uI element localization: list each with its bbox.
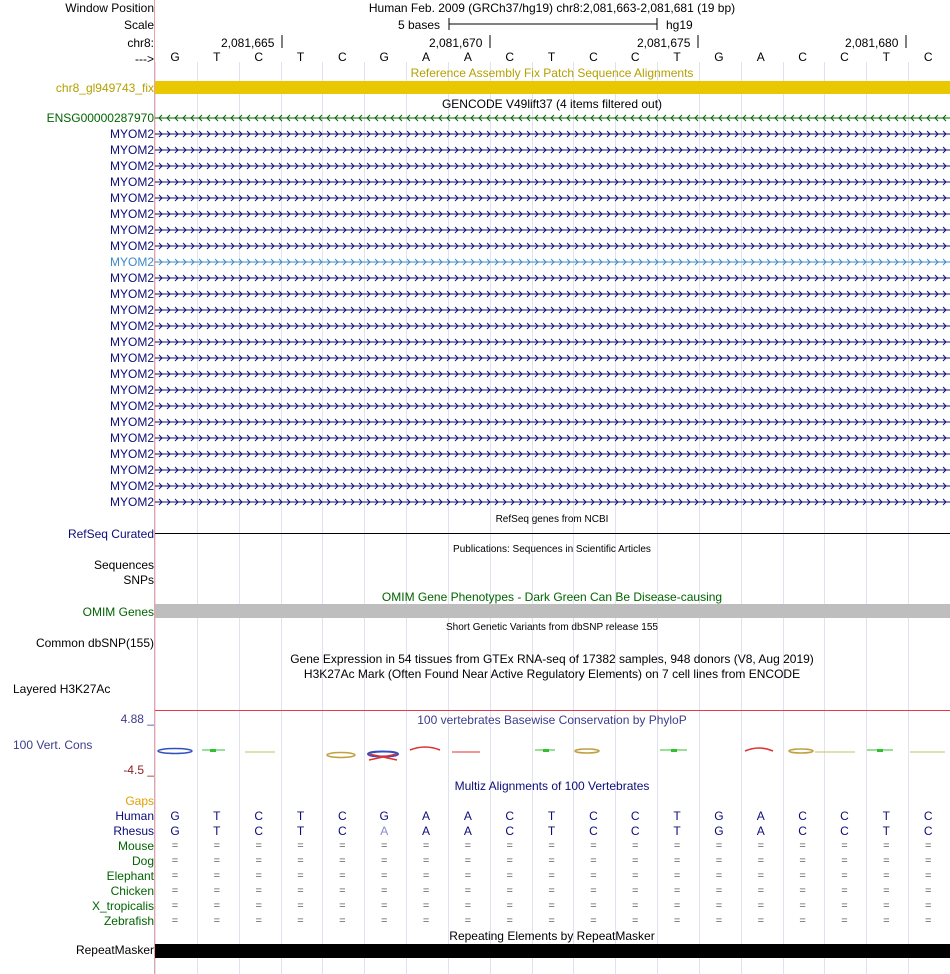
h3k27ac-item-label[interactable]: Layered H3K27Ac bbox=[13, 682, 111, 696]
alignment-base: A bbox=[422, 809, 431, 823]
chrom-label: chr8: bbox=[127, 36, 154, 50]
alignment-base: = bbox=[380, 915, 388, 927]
alignment-base: = bbox=[422, 840, 430, 852]
alignment-base: = bbox=[590, 915, 597, 927]
alignment-base: = bbox=[799, 840, 806, 852]
gencode-item-label[interactable]: MYOM2 bbox=[109, 191, 154, 205]
alignment-base: = bbox=[506, 840, 513, 852]
reference-base: T bbox=[882, 50, 890, 64]
alignment-base: = bbox=[590, 840, 597, 852]
phylop-track-title[interactable]: 100 vertebrates Basewise Conservation by PhyloP bbox=[417, 713, 687, 727]
alignment-base: = bbox=[799, 855, 806, 867]
gencode-item-label[interactable]: MYOM2 bbox=[109, 495, 154, 509]
alignment-base: = bbox=[380, 855, 388, 867]
gencode-item-label[interactable]: MYOM2 bbox=[109, 127, 154, 141]
coord-label-4: 2,081,680 bbox=[845, 36, 899, 50]
alignment-base: = bbox=[548, 900, 555, 912]
gencode-item-label[interactable]: MYOM2 bbox=[109, 143, 154, 157]
alignment-base: = bbox=[548, 915, 555, 927]
alignment-base: = bbox=[757, 915, 764, 927]
alignment-base: A bbox=[756, 824, 765, 838]
dbsnp-item-label[interactable]: Common dbSNP(155) bbox=[35, 636, 154, 650]
gencode-item-label[interactable]: MYOM2 bbox=[109, 175, 154, 189]
alignment-base: = bbox=[841, 855, 848, 867]
alignment-base: = bbox=[757, 840, 764, 852]
alignment-base: = bbox=[924, 900, 932, 912]
alignment-base: = bbox=[757, 855, 764, 867]
reference-base: G bbox=[170, 50, 180, 64]
alignment-base: C bbox=[840, 809, 849, 823]
gencode-item-label[interactable]: MYOM2 bbox=[109, 319, 154, 333]
alignment-base: = bbox=[715, 840, 723, 852]
reference-base: T bbox=[547, 50, 556, 64]
species-label[interactable]: Zebrafish bbox=[103, 914, 154, 928]
alignment-base: = bbox=[213, 900, 221, 912]
reference-base: C bbox=[630, 50, 640, 64]
alignment-base: = bbox=[255, 900, 262, 912]
strand-label: ---> bbox=[135, 52, 154, 66]
alignment-base: G bbox=[170, 809, 180, 823]
alignment-base: G bbox=[714, 824, 724, 838]
alignment-base: T bbox=[296, 809, 305, 823]
alignment-base: = bbox=[924, 855, 932, 867]
gtex-track-title[interactable]: Gene Expression in 54 tissues from GTEx RNA-seq of 17382 samples, 948 donors (V8, Aug 2019) bbox=[290, 652, 814, 666]
alignment-base: = bbox=[171, 840, 179, 852]
gencode-item-label[interactable]: MYOM2 bbox=[109, 207, 154, 221]
gencode-item-label[interactable]: MYOM2 bbox=[109, 223, 154, 237]
gencode-track-title[interactable]: GENCODE V49lift37 (4 items filtered out) bbox=[441, 97, 663, 111]
scale-bases-text: 5 bases bbox=[398, 18, 441, 32]
alignment-base: = bbox=[883, 855, 890, 867]
gencode-first-item-label[interactable]: ENSG00000287970 bbox=[46, 111, 154, 125]
coord-label-2: 2,081,670 bbox=[429, 36, 483, 50]
alignment-base: = bbox=[422, 915, 430, 927]
alignment-base: C bbox=[923, 809, 933, 823]
alignment-base: = bbox=[171, 915, 179, 927]
alignment-base: = bbox=[883, 840, 890, 852]
alignment-base: = bbox=[632, 840, 639, 852]
publications-snps-label[interactable]: SNPs bbox=[123, 573, 154, 587]
alignment-base: = bbox=[590, 855, 597, 867]
publications-sequences-label[interactable]: Sequences bbox=[93, 558, 154, 572]
alignment-base: = bbox=[841, 870, 848, 882]
alignment-base: = bbox=[715, 870, 723, 882]
alignment-base: = bbox=[297, 840, 304, 852]
gencode-item-label[interactable]: MYOM2 bbox=[109, 383, 154, 397]
alignment-base: = bbox=[757, 870, 764, 882]
gencode-item-label[interactable]: MYOM2 bbox=[109, 303, 154, 317]
alignment-base: = bbox=[924, 840, 932, 852]
alignment-base: A bbox=[422, 824, 431, 838]
alignment-base: = bbox=[632, 885, 639, 897]
alignment-base: = bbox=[590, 900, 597, 912]
gencode-item-label[interactable]: MYOM2 bbox=[109, 399, 154, 413]
alignment-base: = bbox=[297, 915, 304, 927]
alignment-base: = bbox=[673, 870, 681, 882]
fix-patch-item-label[interactable]: chr8_gl949743_fix bbox=[55, 81, 154, 95]
alignment-base: = bbox=[339, 885, 346, 897]
alignment-base: = bbox=[590, 870, 597, 882]
alignment-base: = bbox=[715, 855, 723, 867]
alignment-base: = bbox=[632, 900, 639, 912]
alignment-base: = bbox=[464, 870, 472, 882]
alignment-base: = bbox=[213, 915, 221, 927]
alignment-base: = bbox=[506, 855, 513, 867]
gencode-item-label[interactable]: MYOM2 bbox=[109, 159, 154, 173]
alignment-base: = bbox=[213, 885, 221, 897]
gencode-item-label[interactable]: MYOM2 bbox=[109, 463, 154, 477]
window-position-label: Window Position bbox=[65, 1, 154, 15]
alignment-base: = bbox=[506, 915, 513, 927]
alignment-base: = bbox=[255, 840, 262, 852]
alignment-base: = bbox=[799, 870, 806, 882]
alignment-base: = bbox=[924, 915, 932, 927]
refseq-track-title[interactable]: RefSeq genes from NCBI bbox=[495, 514, 609, 525]
alignment-base: = bbox=[213, 870, 221, 882]
alignment-base: T bbox=[882, 824, 890, 838]
alignment-base: = bbox=[841, 840, 848, 852]
publications-track-title[interactable]: Publications: Sequences in Scientific Articles bbox=[453, 544, 651, 555]
multiz-gaps-label[interactable]: Gaps bbox=[125, 794, 154, 808]
alignment-base: = bbox=[548, 885, 555, 897]
alignment-base: T bbox=[547, 809, 556, 823]
coord-label-1: 2,081,665 bbox=[221, 36, 275, 50]
alignment-base: = bbox=[590, 885, 597, 897]
alignment-base: = bbox=[841, 900, 848, 912]
scale-db-text: hg19 bbox=[666, 18, 693, 32]
alignment-base: T bbox=[673, 824, 681, 838]
alignment-base: G bbox=[714, 809, 724, 823]
alignment-base: = bbox=[924, 885, 932, 897]
dbsnp-track-title[interactable]: Short Genetic Variants from dbSNP release 155 bbox=[446, 622, 658, 633]
alignment-base: = bbox=[506, 900, 513, 912]
species-label[interactable]: Elephant bbox=[106, 869, 154, 883]
alignment-base: = bbox=[464, 885, 472, 897]
phylop-glyph-group bbox=[158, 747, 945, 760]
alignment-base: A bbox=[756, 809, 765, 823]
alignment-base: A bbox=[463, 809, 472, 823]
species-label[interactable]: Chicken bbox=[110, 884, 154, 898]
species-label[interactable]: X_tropicalis bbox=[91, 899, 154, 913]
fix-patch-track-title[interactable]: Reference Assembly Fix Patch Sequence Alignments bbox=[410, 66, 694, 80]
gencode-item-label[interactable]: MYOM2 bbox=[109, 431, 154, 445]
reference-base: C bbox=[840, 50, 849, 64]
alignment-base: = bbox=[715, 915, 723, 927]
gencode-item-label[interactable]: MYOM2 bbox=[109, 351, 154, 365]
repeatmasker-bar[interactable] bbox=[155, 944, 950, 958]
assembly-position-text: Human Feb. 2009 (GRCh37/hg19) chr8:2,081,663-2,081,681 (19 bp) bbox=[368, 1, 736, 15]
species-label[interactable]: Human bbox=[115, 809, 154, 823]
gencode-item-label[interactable]: MYOM2 bbox=[109, 415, 154, 429]
alignment-base: = bbox=[297, 870, 304, 882]
track-data-area[interactable] bbox=[155, 0, 950, 974]
repeatmasker-item-label[interactable]: RepeatMasker bbox=[75, 943, 154, 957]
alignment-base: = bbox=[213, 840, 221, 852]
alignment-base: = bbox=[673, 855, 681, 867]
omim-item-label[interactable]: OMIM Genes bbox=[82, 605, 154, 619]
alignment-base: = bbox=[715, 885, 723, 897]
alignment-base: C bbox=[254, 824, 264, 838]
alignment-base: = bbox=[799, 900, 806, 912]
omim-track-title[interactable]: OMIM Gene Phenotypes - Dark Green Can Be Disease-causing bbox=[381, 590, 723, 604]
alignment-base: = bbox=[506, 885, 513, 897]
alignment-base: = bbox=[171, 870, 179, 882]
gencode-item-label[interactable]: MYOM2 bbox=[109, 255, 154, 269]
species-label[interactable]: Rhesus bbox=[113, 824, 154, 838]
multiz-track-title[interactable]: Multiz Alignments of 100 Vertebrates bbox=[454, 779, 650, 793]
alignment-base: = bbox=[464, 900, 472, 912]
alignment-base: = bbox=[255, 855, 262, 867]
alignment-base: = bbox=[171, 900, 179, 912]
gencode-item-label[interactable]: MYOM2 bbox=[109, 239, 154, 253]
alignment-base: = bbox=[297, 855, 304, 867]
alignment-base: = bbox=[548, 840, 555, 852]
alignment-base: C bbox=[630, 824, 640, 838]
alignment-base: C bbox=[338, 809, 347, 823]
alignment-base: T bbox=[213, 809, 221, 823]
alignment-base: T bbox=[547, 824, 556, 838]
reference-base: A bbox=[756, 50, 765, 64]
reference-base: A bbox=[463, 50, 472, 64]
alignment-base: C bbox=[589, 809, 598, 823]
gencode-item-label[interactable]: MYOM2 bbox=[109, 335, 154, 349]
h3k27ac-track-title[interactable]: H3K27Ac Mark (Often Found Near Active Regulatory Elements) on 7 cell lines from ENCODE bbox=[303, 667, 801, 681]
gencode-item-label[interactable]: MYOM2 bbox=[109, 447, 154, 461]
alignment-base: = bbox=[422, 900, 430, 912]
alignment-base: = bbox=[632, 870, 639, 882]
alignment-base: = bbox=[548, 870, 555, 882]
alignment-base: = bbox=[841, 915, 848, 927]
alignment-base: = bbox=[339, 855, 346, 867]
alignment-base: G bbox=[379, 809, 389, 823]
alignment-base: = bbox=[339, 870, 346, 882]
alignment-base: = bbox=[464, 855, 472, 867]
alignment-base: C bbox=[923, 824, 933, 838]
reference-base: C bbox=[923, 50, 933, 64]
alignment-base: = bbox=[924, 870, 932, 882]
alignment-base: C bbox=[505, 809, 515, 823]
gencode-item-label[interactable]: MYOM2 bbox=[109, 271, 154, 285]
alignment-base: = bbox=[171, 855, 179, 867]
species-label[interactable]: Mouse bbox=[117, 839, 154, 853]
scale-label: Scale bbox=[123, 18, 154, 32]
alignment-base: = bbox=[548, 855, 555, 867]
alignment-base: = bbox=[380, 840, 388, 852]
alignment-base: = bbox=[841, 885, 848, 897]
alignment-base: C bbox=[254, 809, 264, 823]
alignment-base: C bbox=[798, 809, 807, 823]
alignment-base: = bbox=[883, 900, 890, 912]
alignment-base: = bbox=[339, 900, 346, 912]
alignment-base: = bbox=[673, 900, 681, 912]
reference-base: T bbox=[296, 50, 305, 64]
alignment-base: = bbox=[422, 855, 430, 867]
repeatmasker-track-title[interactable]: Repeating Elements by RepeatMasker bbox=[449, 929, 655, 943]
alignment-base: = bbox=[171, 885, 179, 897]
refseq-item-label[interactable]: RefSeq Curated bbox=[67, 527, 154, 541]
alignment-base: = bbox=[632, 915, 639, 927]
alignment-base: T bbox=[213, 824, 221, 838]
alignment-base: = bbox=[464, 840, 472, 852]
reference-base: C bbox=[798, 50, 807, 64]
alignment-base: = bbox=[422, 885, 430, 897]
alignment-base: A bbox=[380, 824, 389, 838]
alignment-base: = bbox=[464, 915, 472, 927]
reference-base: C bbox=[338, 50, 347, 64]
species-label[interactable]: Dog bbox=[131, 854, 154, 868]
alignment-base: = bbox=[673, 915, 681, 927]
alignment-base: T bbox=[296, 824, 305, 838]
data-area-border bbox=[154, 0, 155, 974]
alignment-base: = bbox=[883, 885, 890, 897]
alignment-base: = bbox=[506, 870, 513, 882]
phylop-min-label: -4.5 _ bbox=[123, 763, 154, 777]
reference-base: G bbox=[714, 50, 724, 64]
alignment-base: A bbox=[463, 824, 472, 838]
alignment-base: = bbox=[380, 870, 388, 882]
alignment-base: C bbox=[798, 824, 807, 838]
reference-base: C bbox=[505, 50, 515, 64]
alignment-base: = bbox=[757, 900, 764, 912]
phylop-max-label: 4.88 _ bbox=[120, 712, 154, 726]
reference-base: T bbox=[213, 50, 221, 64]
alignment-base: T bbox=[882, 809, 890, 823]
gencode-item-label[interactable]: MYOM2 bbox=[109, 479, 154, 493]
alignment-base: = bbox=[297, 885, 304, 897]
alignment-base: = bbox=[673, 840, 681, 852]
alignment-base: = bbox=[213, 855, 221, 867]
alignment-base: C bbox=[630, 809, 640, 823]
reference-base: C bbox=[589, 50, 598, 64]
alignment-base: = bbox=[632, 855, 639, 867]
coord-label-3: 2,081,675 bbox=[637, 36, 691, 50]
alignment-base: = bbox=[255, 870, 262, 882]
alignment-base: = bbox=[883, 915, 890, 927]
alignment-base: C bbox=[840, 824, 849, 838]
alignment-base: G bbox=[170, 824, 180, 838]
reference-base: C bbox=[254, 50, 264, 64]
alignment-base: = bbox=[255, 915, 262, 927]
phylop-item-label[interactable]: 100 Vert. Cons bbox=[13, 738, 93, 752]
alignment-base: = bbox=[757, 885, 764, 897]
reference-base: A bbox=[422, 50, 431, 64]
gencode-item-label[interactable]: MYOM2 bbox=[109, 287, 154, 301]
alignment-base: = bbox=[380, 900, 388, 912]
alignment-base: = bbox=[715, 900, 723, 912]
alignment-base: C bbox=[338, 824, 347, 838]
gencode-item-label[interactable]: MYOM2 bbox=[109, 367, 154, 381]
alignment-base: = bbox=[883, 870, 890, 882]
alignment-base: C bbox=[505, 824, 515, 838]
alignment-base: = bbox=[339, 915, 346, 927]
alignment-base: T bbox=[673, 809, 681, 823]
reference-base: G bbox=[379, 50, 389, 64]
alignment-base: = bbox=[799, 915, 806, 927]
alignment-base: C bbox=[589, 824, 598, 838]
alignment-base: = bbox=[297, 900, 304, 912]
alignment-base: = bbox=[799, 885, 806, 897]
alignment-base: = bbox=[673, 885, 681, 897]
alignment-base: = bbox=[255, 885, 262, 897]
reference-base: T bbox=[673, 50, 681, 64]
alignment-base: = bbox=[422, 870, 430, 882]
alignment-base: = bbox=[380, 885, 388, 897]
alignment-base: = bbox=[339, 840, 346, 852]
